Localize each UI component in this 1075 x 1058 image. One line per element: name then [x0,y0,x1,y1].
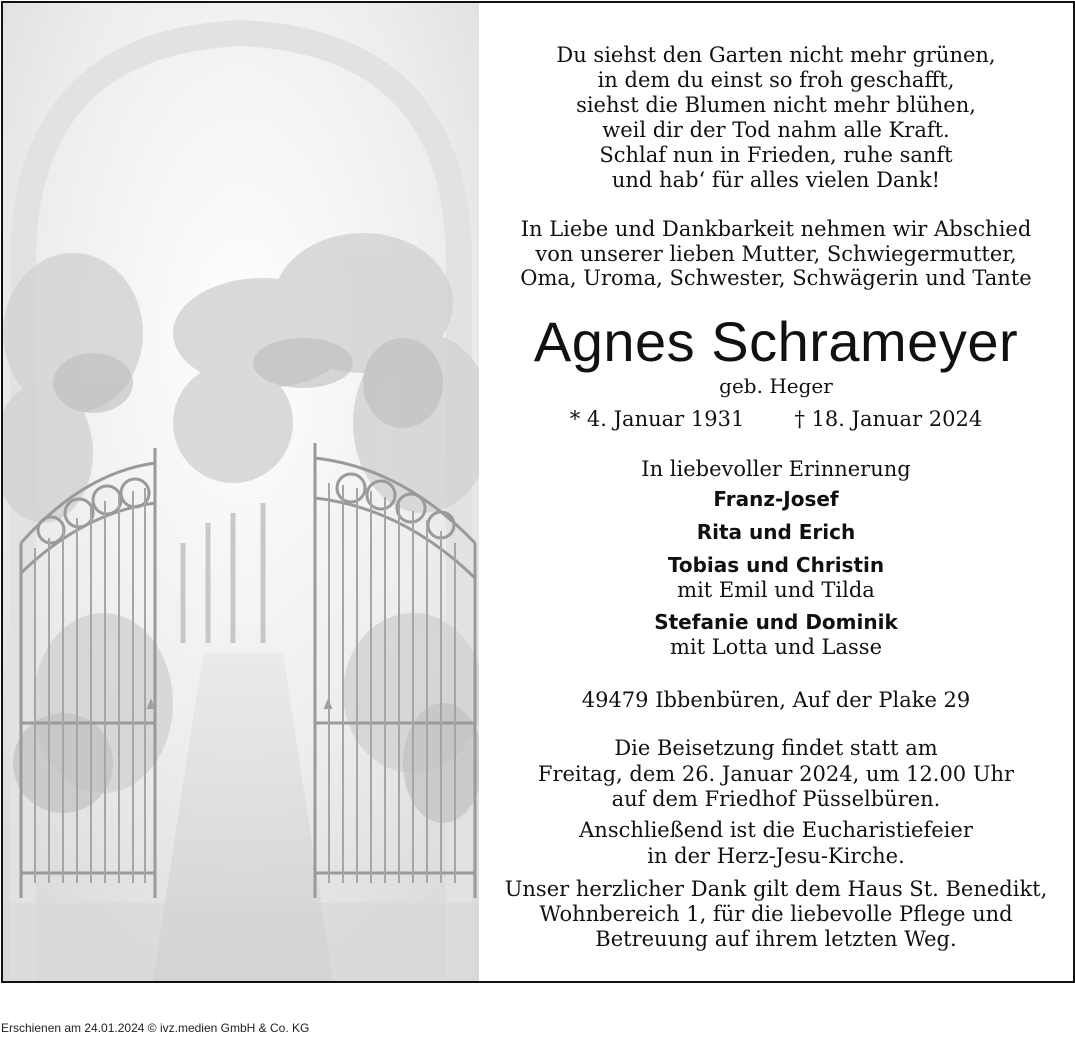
funeral-line: Die Beisetzung findet statt am [614,736,938,760]
mass-line: Anschließend ist die Eucharistiefeier [579,818,973,842]
memorial-poem [479,43,1073,193]
intro-line: von unserer lieben Mutter, Schwiegermutter, [535,241,1017,266]
intro-line: In Liebe und Dankbarkeit nehmen wir Abschied [520,217,1032,241]
mourner-name: Stefanie und Dominik [654,610,898,634]
birth-date: * 4. Januar 1931 [569,407,745,431]
memory-line: In liebevoller Erinnerung [641,457,911,481]
mourners-list [479,487,1073,659]
life-dates [479,405,1073,433]
poem-line: in dem du einst so froh geschafft, [597,68,955,92]
deceased-name: Agnes Schrameyer [533,310,1019,373]
notice-text [479,3,1073,981]
thanks-line: Unser herzlicher Dank gilt dem Haus St. Benedikt, [504,877,1048,901]
funeral-line: Freitag, dem 26. Januar 2024, um 12.00 Uhr [537,761,1015,786]
intro-line: Oma, Uroma, Schwester, Schwägerin und Tante [520,266,1032,290]
poem-line: weil dir der Tod nahm alle Kraft. [602,118,950,142]
funeral-line: auf dem Friedhof Püsselbüren. [611,787,941,811]
poem-line: Schlaf nun in Frieden, ruhe sanft [599,143,953,167]
mourner-children: mit Lotta und Lasse [669,635,883,659]
mourner-name: Rita und Erich [696,520,856,544]
death-date: † 18. Januar 2024 [794,407,983,431]
mass-line: in der Herz-Jesu-Kirche. [647,843,905,868]
poem-line: Du siehst den Garten nicht mehr grünen, [556,43,996,67]
obituary-notice [1,1,1075,983]
mass-details [479,818,1073,869]
poem-line: und hab‘ für alles vielen Dank! [611,168,941,192]
garden-gate-photo [3,3,479,981]
publication-footer: Erschienen am 24.01.2024 © ivz.medien GmbH & Co. KG [1,1021,310,1035]
thanks-line: Betreuung auf ihrem letzten Weg. [595,927,957,951]
address: 49479 Ibbenbüren, Auf der Plake 29 [581,688,971,712]
mourner-children: mit Emil und Tilda [677,578,875,602]
poem-line: siehst die Blumen nicht mehr blühen, [576,93,976,117]
mourner-name: Franz-Josef [713,487,839,511]
thanks-note [479,877,1073,952]
thanks-line: Wohnbereich 1, für die liebevolle Pflege und [539,902,1013,926]
mourner-name: Tobias und Christin [667,553,885,577]
farewell-intro [479,217,1073,291]
funeral-details [479,736,1073,813]
garden-gate-image [3,3,479,981]
maiden-name: geb. Heger [719,374,833,398]
